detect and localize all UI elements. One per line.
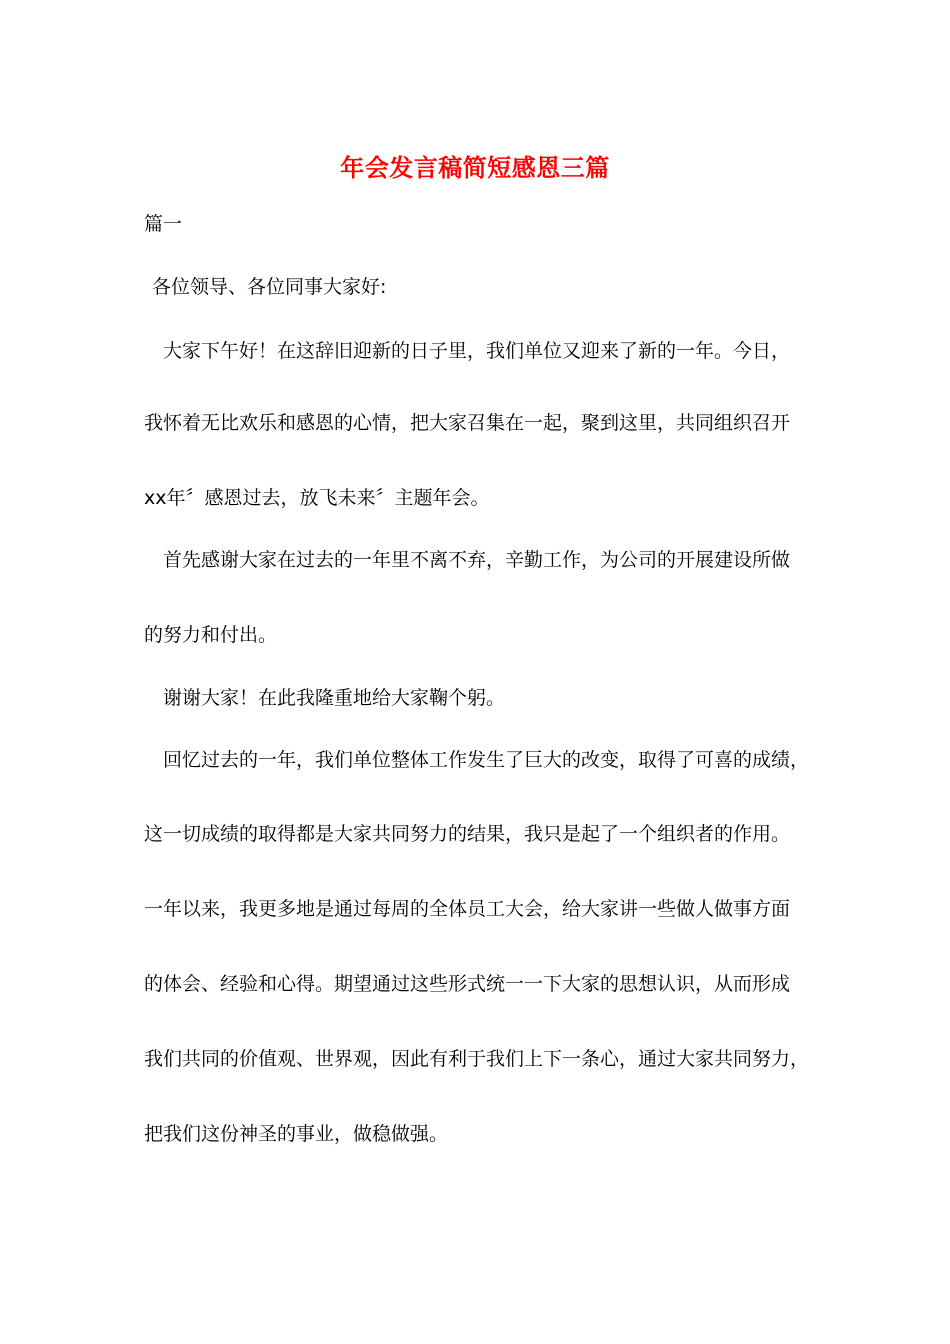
document-title: 年会发言稿简短感恩三篇 xyxy=(340,153,610,182)
paragraph-line-1: 大家下午好！在这辞旧迎新的日子里，我们单位又迎来了新的一年。今日， xyxy=(163,340,791,362)
paragraph-line-8: 这一切成绩的取得都是大家共同努力的结果，我只是起了一个组织者的作用。 xyxy=(144,823,791,845)
paragraph-line-11: 我们共同的价值观、世界观，因此有利于我们上下一条心，通过大家共同努力， xyxy=(144,1048,810,1070)
paragraph-line-2: 我怀着无比欢乐和感恩的心情，把大家召集在一起，聚到这里，共同组织召开 xyxy=(144,412,791,434)
salutation: 各位领导、各位同事大家好: xyxy=(152,276,387,298)
paragraph-line-10: 的体会、经验和心得。期望通过这些形式统一一下大家的思想认识，从而形成 xyxy=(144,973,791,995)
paragraph-line-9: 一年以来，我更多地是通过每周的全体员工大会，给大家讲一些做人做事方面 xyxy=(144,898,791,920)
paragraph-line-12: 把我们这份神圣的事业，做稳做强。 xyxy=(144,1123,449,1145)
section-heading: 篇一 xyxy=(144,213,183,235)
paragraph-line-3: xx年〞感恩过去，放飞未来〞主题年会。 xyxy=(144,487,490,509)
paragraph-line-5: 的努力和付出。 xyxy=(144,624,278,646)
paragraph-line-7: 回忆过去的一年，我们单位整体工作发生了巨大的改变，取得了可喜的成绩， xyxy=(163,749,810,771)
paragraph-line-6: 谢谢大家！在此我隆重地给大家鞠个躬。 xyxy=(163,687,506,709)
paragraph-line-4: 首先感谢大家在过去的一年里不离不弃，辛勤工作，为公司的开展建设所做 xyxy=(163,549,791,571)
